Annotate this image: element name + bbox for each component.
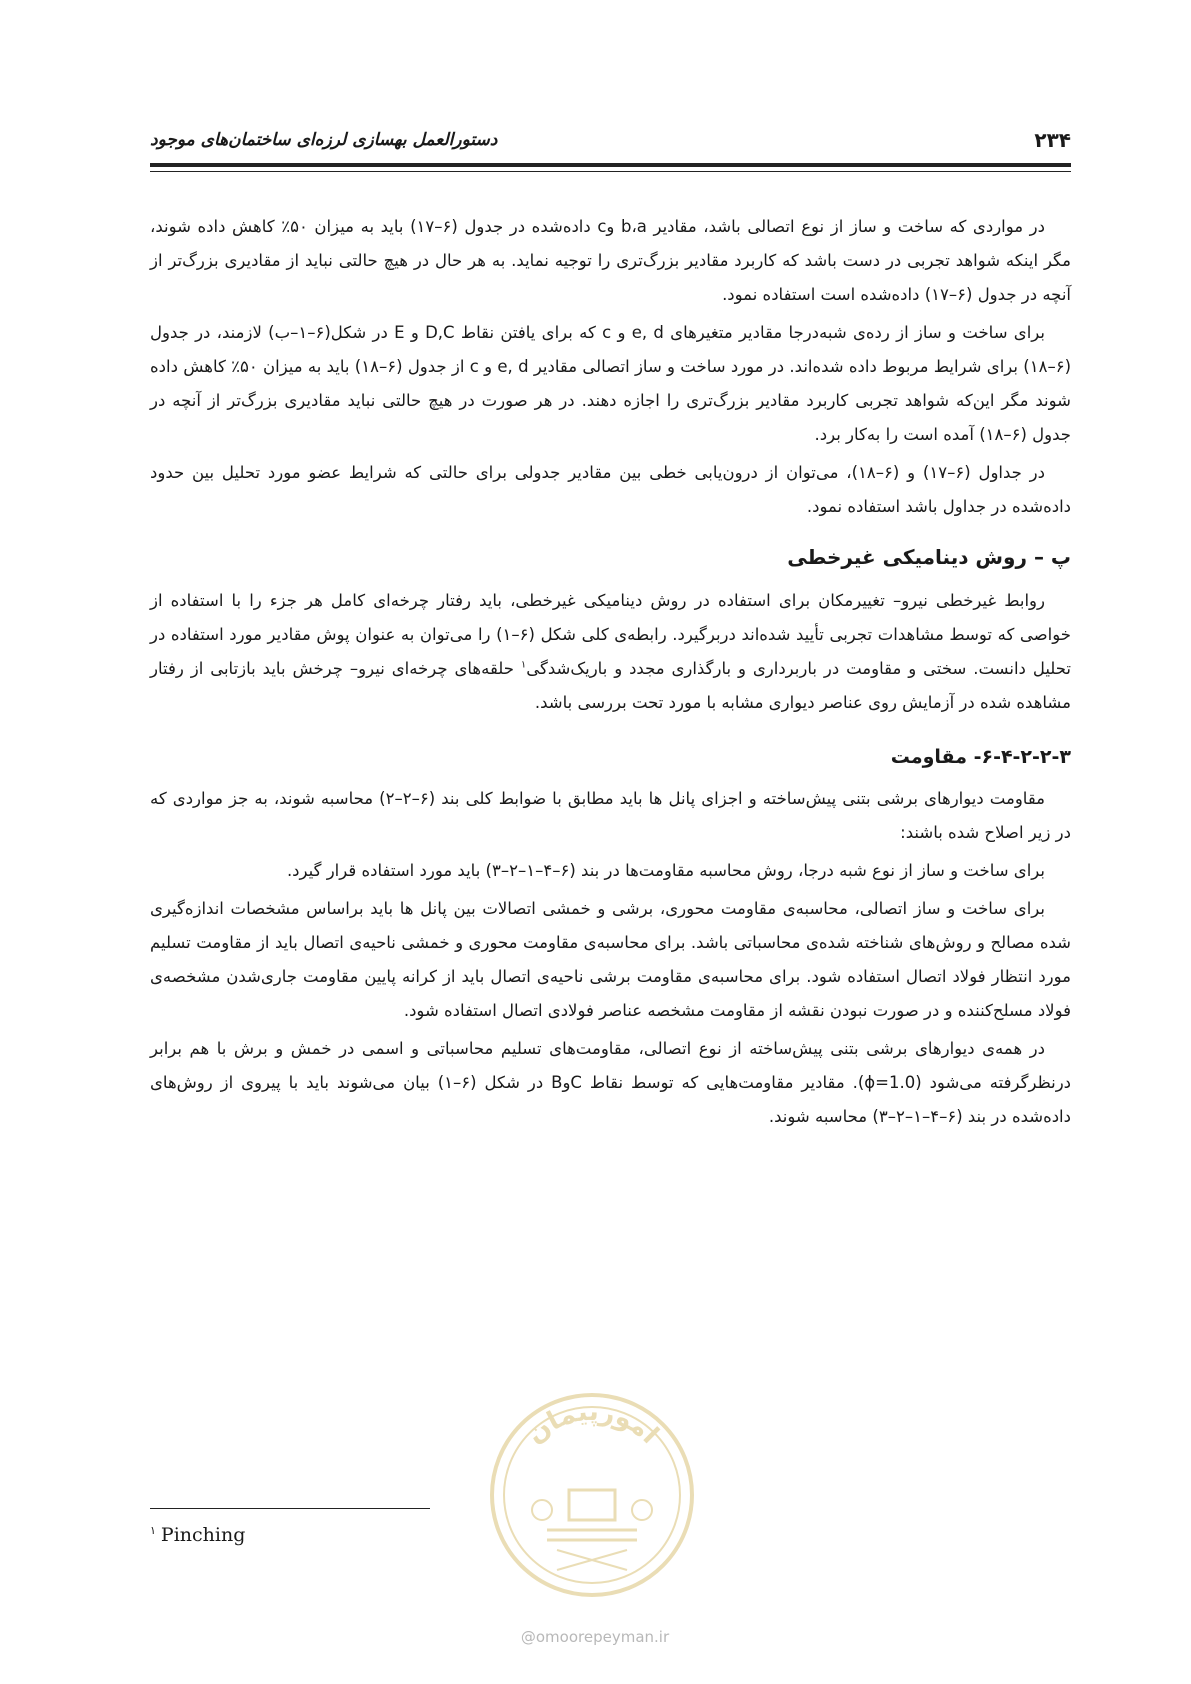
section-heading-nonlinear-dynamic: پ – روش دینامیکی غیرخطی xyxy=(787,545,1071,569)
footnote-reference: ۱ xyxy=(520,659,527,671)
paragraph-quasi-cast: برای ساخت و ساز از رده‌ی شبه‌درجا مقادیر متغیرهای e, d و c که برای یافتن نقاط D,C و E در شکل(۶–۱–ب) لازمند، در جدول (۶–۱۸) برای شرایط مربوط داده شده‌اند. در مورد ساخت و ساز اتصالی مقادیر e, d و c از جدول (۶–۱۸) باید به میزان ۵۰٪ کاهش داده شوند مگر این‌که شواهد تجربی کاربرد مقادیر بزرگ‌تری را اجازه دهند. در هر صورت در هیچ حالتی نباید مقادیری بزرگ‌تر از آنچه در جدول (۶–۱۸) آمده است را به‌کار برد. xyxy=(150,323,1071,444)
seal-text: امورپیمان xyxy=(520,1396,665,1450)
watermark-caption: @omoorepeyman.ir xyxy=(520,1628,670,1646)
paragraph-part-b: حلقه‌های چرخه‌ای نیرو– چرخش باید بازتابی از رفتار مشاهده شده در آزمایش روی عناصر دیواری مشابه با مورد تحت بررسی باشد. xyxy=(150,659,1071,712)
paragraph-strength-phi: در همه‌ی دیوارهای برشی بتنی پیش‌ساخته از نوع اتصالی، مقاومت‌های تسلیم محاسباتی و اسمی در خمش و برش با هم برابر درنظرگرفته می‌شود (ϕ=1.0). مقادیر مقاومت‌هایی که توسط نقاط CوB در شکل (۶–۱) بیان می‌شوند باید با پیروی از روش‌های داده‌شده در بند (۶–۴–۱–۲–۳) محاسبه شوند. xyxy=(150,1039,1072,1126)
footnote-text: Pinching xyxy=(160,1524,246,1546)
footnote-divider xyxy=(150,1508,430,1509)
header-rule-thick xyxy=(150,163,1071,167)
svg-text:امورپیمان xyxy=(521,1397,664,1450)
footnote xyxy=(150,1524,245,1546)
paragraph-strength-connection: برای ساخت و ساز اتصالی، محاسبه‌ی مقاومت محوری، برشی و خمشی اتصالات بین پانل ها باید براساس مشخصات اندازه‌گیری شده مصالح و روش‌های شناخته شده‌ی محاسباتی باشد. برای محاسبه‌ی مقاومت محوری و خمشی ناحیه‌ی اتصال باید از مقاومت تسلیم مورد انتظار فولاد اتصال استفاده شود. برای محاسبه‌ی مقاومت برشی ناحیه‌ی اتصال باید از کرانه پایین مقاومت جاری‌شدن مشخصه‌ی فولاد مسلح‌کننده و در صورت نبودن نقشه از مقاومت مشخصه عناصر فولادی اتصال استفاده شود. xyxy=(150,899,1071,1020)
paragraph-interpolation: در جداول (۶–۱۷) و (۶–۱۸)، می‌توان از درون‌یابی خطی بین مقادیر جدولی برای حالتی که شرایط عضو مورد تحلیل بین حدود داده‌شده در جداول باشد استفاده نمود. xyxy=(150,463,1071,516)
paragraph-strength-quasi-cast: برای ساخت و ساز از نوع شبه درجا، روش محاسبه مقاومت‌ها در بند (۶–۴–۱–۲–۳) باید مورد استفاده قرار گیرد. xyxy=(286,861,1045,880)
page-number: ۲۳۴ xyxy=(1034,128,1071,152)
section-heading-strength: ۶-۴-۲-۲-۳- مقاومت xyxy=(890,746,1071,768)
header-rule-thin xyxy=(150,171,1071,172)
watermark-seal-icon xyxy=(487,1390,697,1600)
page-header xyxy=(150,122,1071,162)
paragraph-connection-reduction: در مواردی که ساخت و ساز از نوع اتصالی باشد، مقادیر b،a وc داده‌شده در جدول (۶–۱۷) باید به میزان ۵۰٪ کاهش داده شوند، مگر اینکه شواهد تجربی در دست باشد که کاربرد مقادیر بزرگ‌تری را توجیه نماید. به هر حال در هیچ حالتی نباید از مقادیری بزرگ‌تر از آنچه در جدول (۶–۱۷) داده‌شده است استفاده نمود. xyxy=(150,217,1071,304)
paragraph-strength-general: مقاومت دیوارهای برشی بتنی پیش‌ساخته و اجزای پانل ها باید مطابق با ضوابط کلی بند (۶–۲–۲) محاسبه شوند، به جز مواردی که در زیر اصلاح شده باشند: xyxy=(150,789,1071,842)
paragraph-force-deformation xyxy=(150,584,1071,720)
main-text xyxy=(150,210,1071,1138)
running-header-title: دستورالعمل بهسازی لرزه‌ای ساختمان‌های موجود xyxy=(150,130,498,150)
footnote-mark: ۱ xyxy=(150,1523,156,1537)
paragraph-part-a: روابط غیرخطی نیرو– تغییرمکان برای استفاده در روش دینامیکی غیرخطی، باید رفتار چرخه‌ای کامل هر جزء را با استفاده از خواصی که توسط مشاهدات تجربی تأیید شده‌اند دربرگیرد. رابطه‌ی کلی شکل (۶–۱) را می‌توان به عنوان پوش مقادیر مورد استفاده در تحلیل دانست. سختی و مقاومت در باربرداری و بارگذاری مجدد و باریک‌شدگی xyxy=(150,591,1071,678)
